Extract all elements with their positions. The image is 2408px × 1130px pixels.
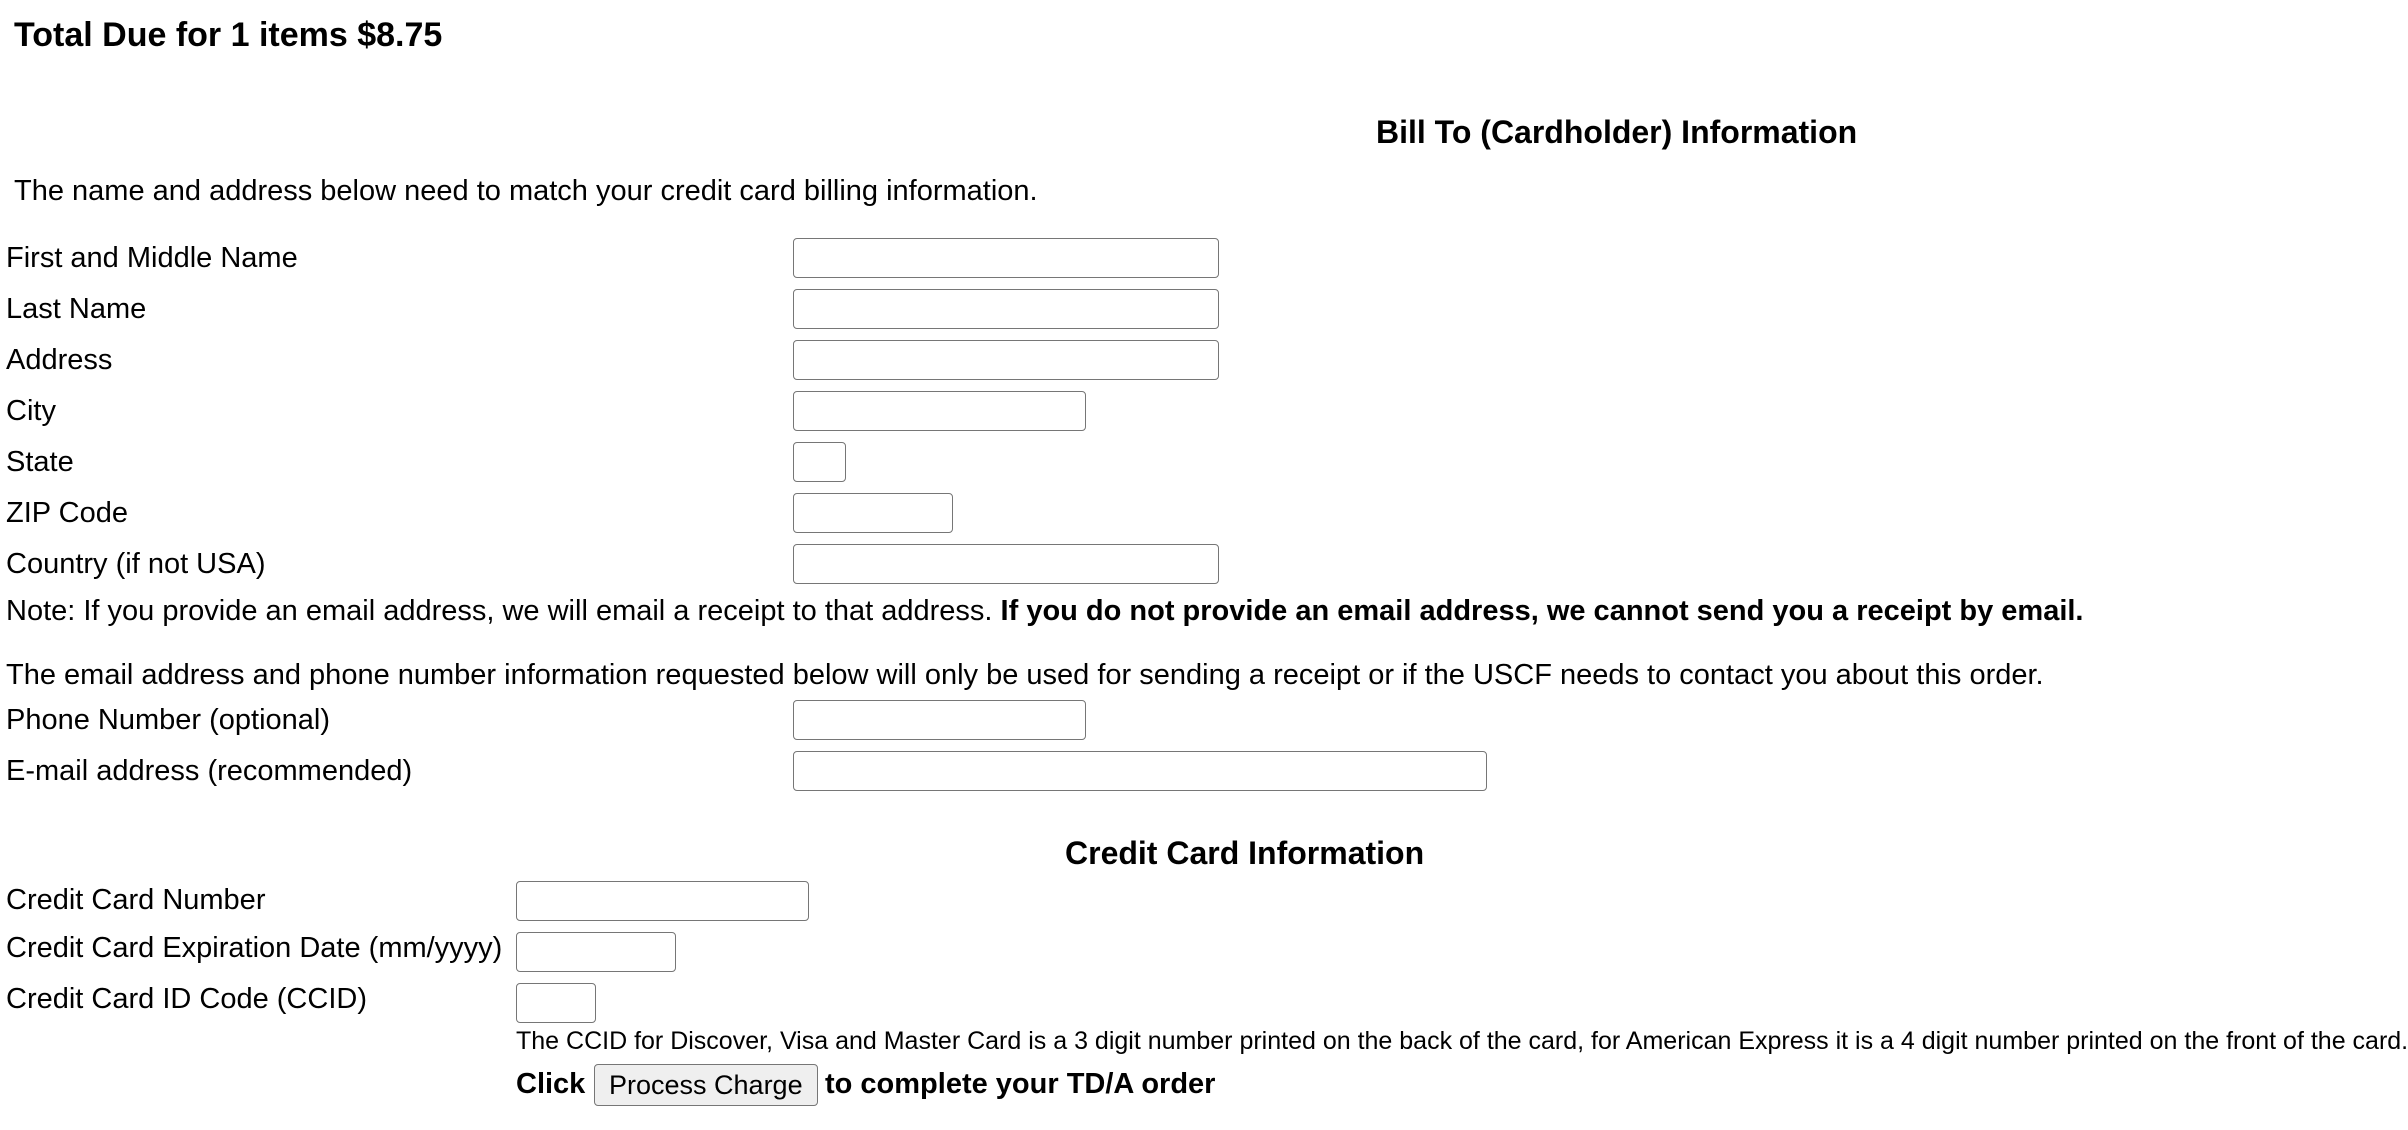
card-expiration-input[interactable] <box>516 932 676 972</box>
first-name-label: First and Middle Name <box>6 242 298 274</box>
card-number-input[interactable] <box>516 881 809 921</box>
billing-intro-text: The name and address below need to match your credit card billing information. <box>14 175 1038 207</box>
city-label: City <box>6 395 56 427</box>
phone-input[interactable] <box>793 700 1086 740</box>
process-charge-button[interactable]: Process Charge <box>594 1064 818 1106</box>
phone-label: Phone Number (optional) <box>6 704 331 736</box>
credit-card-section-title: Credit Card Information <box>1065 835 1425 871</box>
total-due-heading: Total Due for 1 items $8.75 <box>14 16 443 54</box>
email-receipt-warning: If you do not provide an email address, we cannot send you a receipt by email. <box>1000 595 2084 627</box>
email-receipt-note-text: Note: If you provide an email address, we will email a receipt to that address. <box>6 595 993 627</box>
state-input[interactable] <box>793 442 846 482</box>
ccid-input[interactable] <box>516 983 596 1023</box>
last-name-input[interactable] <box>793 289 1219 329</box>
address-label: Address <box>6 344 113 376</box>
email-input[interactable] <box>793 751 1487 791</box>
ccid-help-text: The CCID for Discover, Visa and Master Card is a 3 digit number printed on the back of the card, for American Express it is a 4 digit number printed on the front of the card. <box>516 1027 2408 1055</box>
first-name-input[interactable] <box>793 238 1219 278</box>
email-label: E-mail address (recommended) <box>6 755 413 787</box>
card-number-label: Credit Card Number <box>6 884 266 916</box>
submit-prefix-text: Click <box>516 1068 586 1100</box>
contact-usage-note: The email address and phone number information requested below will only be used for sending a receipt or if the USCF needs to contact you about this order. <box>6 659 2044 691</box>
address-input[interactable] <box>793 340 1219 380</box>
zip-code-input[interactable] <box>793 493 953 533</box>
city-input[interactable] <box>793 391 1086 431</box>
submit-suffix-text: to complete your TD/A order <box>825 1068 1216 1100</box>
country-label: Country (if not USA) <box>6 548 266 580</box>
country-input[interactable] <box>793 544 1219 584</box>
last-name-label: Last Name <box>6 293 147 325</box>
card-expiration-label: Credit Card Expiration Date (mm/yyyy) <box>6 932 503 964</box>
email-receipt-note <box>6 597 2084 626</box>
bill-to-section-title: Bill To (Cardholder) Information <box>1376 114 1858 150</box>
zip-code-label: ZIP Code <box>6 497 128 529</box>
ccid-label: Credit Card ID Code (CCID) <box>6 983 367 1015</box>
state-label: State <box>6 446 74 478</box>
